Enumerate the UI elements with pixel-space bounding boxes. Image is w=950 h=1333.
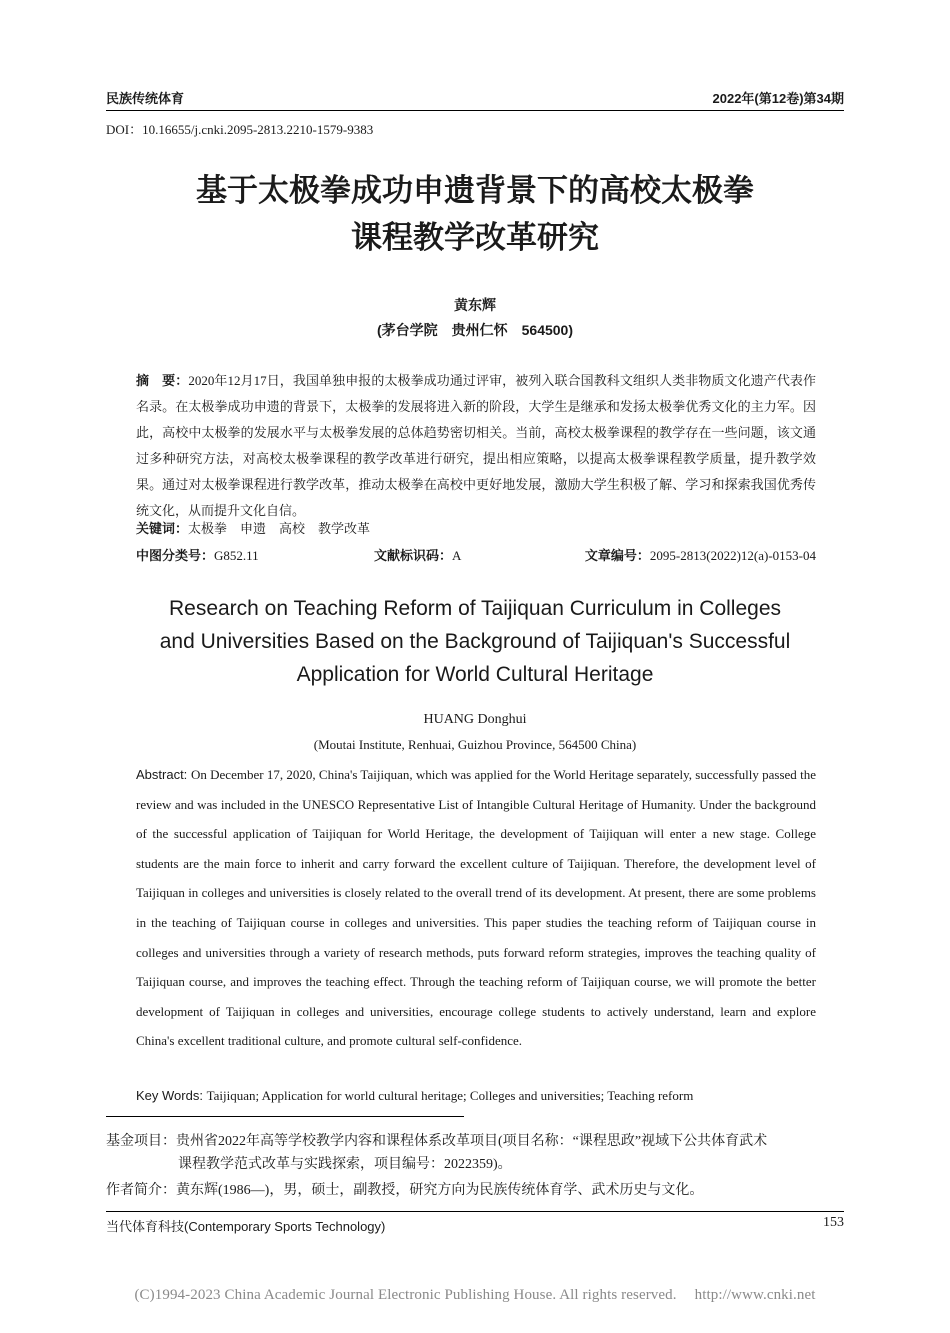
journal-section-header: 民族传统体育 [106,91,185,106]
keywords-en-text: Taijiquan; Application for world cultural heritage; Colleges and universities; Teaching reform [206,1088,694,1103]
article-number [585,545,816,564]
footer-divider [106,1211,844,1212]
author-en: HUANG Donghui [423,712,527,727]
keywords-en-label: Key Words: [136,1088,207,1103]
affiliation-en: (Moutai Institute, Renhuai, Guizhou Province, 564500 China) [313,737,637,752]
footnote-divider [106,1116,464,1117]
abstract-cn [136,368,816,524]
title-en [100,592,850,691]
author-bio: 作者简介：黄东辉(1986—)，男，硕士，副教授，研究方向为民族传统体育学、武术历史与文化。 [106,1183,704,1198]
doi: DOI：10.16655/j.cnki.2095-2813.2210-1579-9383 [106,122,374,137]
article-number-label: 文章编号： [584,548,650,563]
page-number: 153 [823,1215,844,1230]
affiliation-cn: (茅台学院 贵州仁怀 564500) [376,322,574,338]
title-cn-line-1: 基于太极拳成功申遗背景下的高校太极拳 [196,173,754,208]
funding-note-line-2: 课程教学范式改革与实践探索，项目编号：2022359)。 [178,1157,512,1172]
clc-label: 中图分类号： [136,548,215,563]
abstract-en-text: On December 17, 2020, China's Taijiquan, which was applied for the World Heritage separately, successfully passed the review and was included in the UNESCO Representative List of Intangible Cultural Heritage of Humanity. Under the background of the successful application of Taijiquan for World Heritage, the development of Taijiquan will enter a new stage. College students are the main force to inherit and carry forward the excellent culture of Taijiquan. Therefore, the development level of Taijiquan in colleges and universities is closely related to the overall trend of its development. At present, there are some problems in the teaching of Taijiquan course in colleges and universities. This paper studies the teaching reform of Taijiquan course in colleges and universities through a variety of research methods, puts forward reform strategies, improves the teaching quality of Taijiquan course, and improves the teaching effect. Through the teaching reform of Taijiquan course, we will promote the better development of Taijiquan in colleges and universities, encourage college students to actively understand, learn and explore China's excellent traditional culture, and promote cultural self-confidence. [136,767,816,1049]
keywords-cn [136,518,370,537]
clc-value: G852.11 [214,548,259,563]
copyright-notice [0,1287,950,1304]
issue-header: 2022年(第12卷)第34期 [712,91,844,106]
abstract-cn-label: 摘 要： [136,373,189,388]
abstract-cn-text: 2020年12月17日，我国单独申报的太极拳成功通过评审，被列入联合国教科文组织人类非物质文化遗产代表作名录。在太极拳成功申遗的背景下，太极拳的发展将进入新的阶段，大学生是继承和发扬太极拳优秀文化的主力军。因此，高校中太极拳的发展水平与太极拳发展的总体趋势密切相关。当前，高校太极拳课程的教学存在一些问题，该文通过多种研究方法，对高校太极拳课程的教学改革进行研究，提出相应策略，以提高太极拳课程教学质量，提升教学效果。通过对太极拳课程进行教学改革，推动太极拳在高校中更好地发展，激励大学生积极了解、学习和探索我国优秀传统文化，从而提升文化自信。 [136,373,816,518]
title-cn-line-2: 课程教学改革研究 [351,220,599,255]
funding-note-line-1: 基金项目：贵州省2022年高等学校教学内容和课程体系改革项目(项目名称：“课程思政”视域下公共体育武术 [106,1134,768,1149]
keywords-cn-text: 太极拳 申遗 高校 教学改革 [188,521,371,536]
document-code-label: 文献标识码： [374,548,453,563]
abstract-en-label: Abstract: [136,767,191,782]
title-en-line-3: Application for World Cultural Heritage [296,663,654,686]
keywords-cn-label: 关键词： [136,521,189,536]
cnki-url[interactable]: http://www.cnki.net [694,1287,816,1303]
author-cn: 黄东辉 [454,297,496,313]
article-number-value: 2095-2813(2022)12(a)-0153-04 [649,548,816,563]
keywords-en [136,1088,693,1104]
title-en-line-1: Research on Teaching Reform of Taijiquan Curriculum in Colleges [168,597,782,620]
clc-number [136,545,259,564]
abstract-en [136,760,816,1056]
footer-journal: 当代体育科技(Contemporary Sports Technology) [106,1219,386,1234]
funding-note [106,1130,851,1176]
header-divider [106,110,844,111]
title-en-line-2: and Universities Based on the Background of Taijiquan's Successful [159,630,791,653]
copyright-text: (C)1994-2023 China Academic Journal Electronic Publishing House. All rights reserved. [134,1287,677,1303]
document-code [374,545,461,564]
document-code-value: A [452,548,462,563]
